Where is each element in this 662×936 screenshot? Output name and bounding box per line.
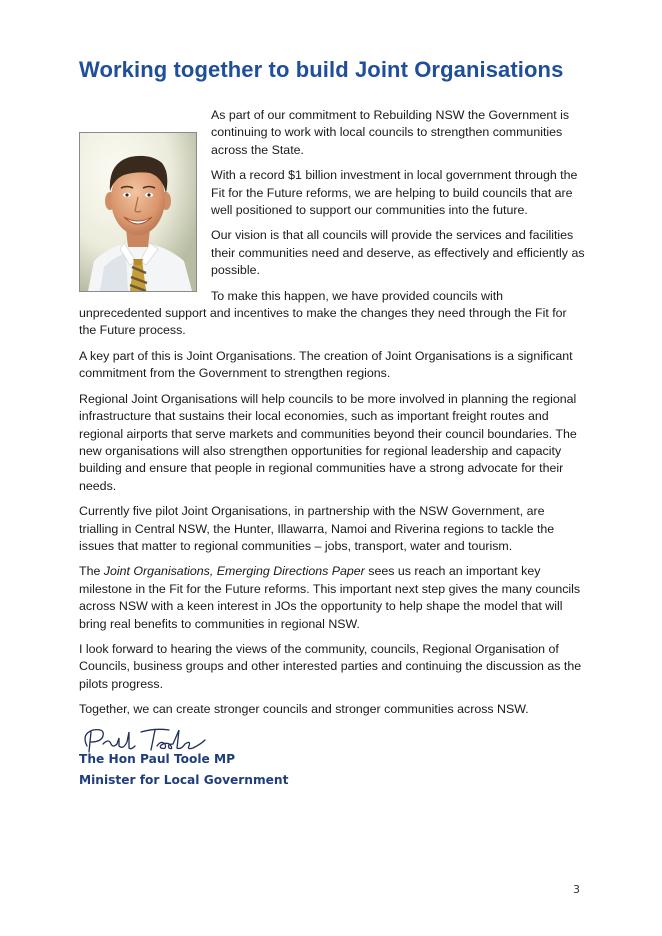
paper-rest: sees us reach an important key milestone in the Fit for the Future reforms. This important next step gives the many councils across NSW with a keen interest in JOs the opportunity to help shape the model that will bring real benefits to communities in regional NSW.	[79, 564, 581, 631]
signatory-role: Minister for Local Government	[79, 773, 289, 787]
paper-prefix: The	[79, 564, 104, 579]
paragraph-10: Together, we can create stronger councils and stronger communities across NSW.	[79, 702, 529, 717]
signatory-name: The Hon Paul Toole MP	[79, 752, 236, 766]
paragraph-5: A key part of this is Joint Organisations. The creation of Joint Organisations is a significant commitment from the Government to strengthen regions.	[79, 348, 573, 381]
paper-title: Joint Organisations, Emerging Directions Paper	[103, 564, 365, 579]
page-title: Working together to build Joint Organisations	[79, 57, 564, 82]
paragraph-4: To make this happen, we have provided councils with unprecedented support and incentives to make the changes they need through the Fit for the Future process.	[79, 288, 567, 338]
paragraph-1: As part of our commitment to Rebuilding NSW the Government is continuing to work with local councils to strengthen communities across the State.	[211, 108, 570, 157]
paragraph-7: Currently five pilot Joint Organisations, in partnership with the NSW Government, are trialling in Central NSW, the Hunter, Illawarra, Namoi and Riverina regions to tackle the issues that matter to regional communities – jobs, transport, water and tourism.	[79, 504, 555, 553]
paragraph-6: Regional Joint Organisations will help councils to be more involved in planning the regional infrastructure that sustains their local economies, such as important freight routes and regional airports that serve markets and communities beyond their council boundaries. The new organisations will also strengthen opportunities for regional leadership and capacity building and ensure that people in regional communities have a strong advocate for their needs.	[79, 391, 577, 493]
portrait-image	[80, 133, 196, 291]
letter-body	[79, 107, 585, 727]
paragraph-8	[79, 563, 585, 633]
paragraph-3: Our vision is that all councils will provide the services and facilities their communities need and deserve, as effectively and efficiently as possible.	[211, 228, 585, 278]
minister-portrait-photo	[79, 132, 197, 292]
page-number: 3	[573, 883, 580, 896]
paragraph-2: With a record $1 billion investment in local government through the Fit for the Future reforms, we are helping to build councils that are well positioned to support our communities into the future.	[211, 168, 578, 218]
paragraph-9: I look forward to hearing the views of the community, councils, Regional Organisation of Councils, business groups and other interested parties and continuing the discussion as the pilots progress.	[79, 641, 582, 691]
